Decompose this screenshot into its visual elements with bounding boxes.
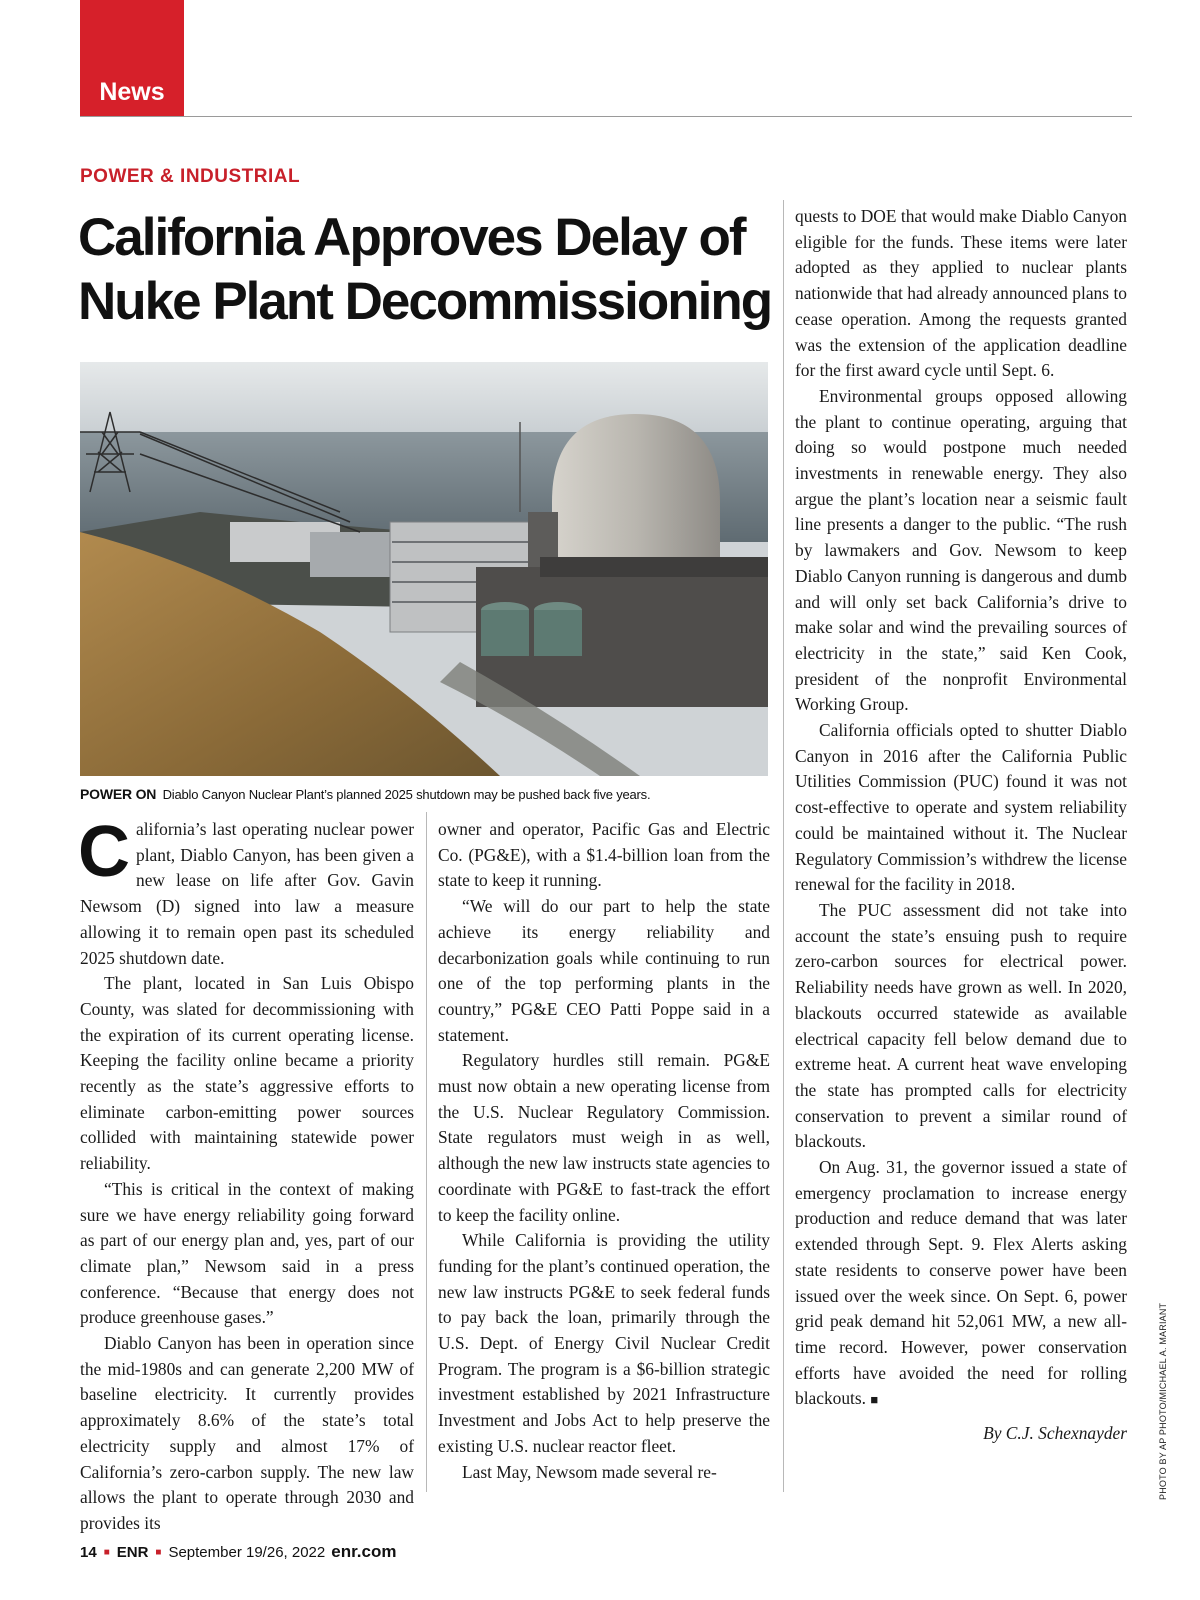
photo-credit: PHOTO BY AP PHOTO/MICHAEL A. MARIANT xyxy=(1158,1302,1168,1500)
article-paragraph: “This is critical in the context of making sure we have energy reliability going forward as part of our energy plan and, yes, part of our climate plan,” Newsom said in a press conference. “Because that energy does not produce greenhouse gases.” xyxy=(80,1178,414,1328)
article-paragraph: The PUC assessment did not take into account the state’s ensuing push to require zero-carbon sources for electrical power. Reliability needs have grown as well. In 2020, blackouts occurred statewide as available electrical capacity fell below demand due to extreme heat. A current heat wave enveloping the state has prompted calls for electricity conservation to prevent a similar round of blackouts. xyxy=(795,899,1127,1152)
article-paragraph: California officials opted to shutter Diablo Canyon in 2016 after the California Public Utilities Commission (PUC) found it was not cost-effective to operate and system reliability could be maintained without it. The Nuclear Regulatory Commission’s withdrew the license renewal for the facility in 2018. xyxy=(795,720,1127,895)
end-mark: ■ xyxy=(870,1392,879,1408)
article-paragraph: On Aug. 31, the governor issued a state of emergency proclamation to increase energy production and reduce demand that was later extended through Sept. 9. Flex Alerts asking state residents to conserve power have been issued over the week since. On Sept. 6, power grid peak demand hit 52,061 MW, a new all-time record. However, power conservation efforts have avoided the need for rolling blackouts. ■ xyxy=(795,1157,1127,1409)
separator: ■ xyxy=(155,1547,162,1558)
issue-date: September 19/26, 2022 xyxy=(168,1544,326,1561)
byline: By C.J. Schexnayder xyxy=(983,1423,1127,1444)
article-paragraph: “We will do our part to help the state achieve its energy reliability and decarbonization goals while continuing to run one of the top performing plants in the country,” PG&E CEO Patti Poppe said in a statement. xyxy=(438,896,770,1045)
article-paragraph: Environmental groups opposed allowing the plant to continue operating, arguing that doing so would postpone much needed investments in renewable energy. They also argue the plant’s location near a seismic fault line presents a danger to the public. “The rush by lawmakers and Gov. Newsom to keep Diablo Canyon running is dangerous and dumb and will only set back California’s drive to make solar and wind the prevailing sources of electricity in the state,” said Ken Cook, president of the nonprofit Environmental Working Group. xyxy=(795,385,1127,715)
article-column-2 xyxy=(438,817,770,1485)
article-photo xyxy=(80,362,768,776)
header-rule xyxy=(80,116,1132,117)
article-paragraph: Diablo Canyon has been in operation since the mid-1980s and can generate 2,200 MW of baseline electricity. It currently provides approximately 8.6% of the state’s total electricity supply and almost 17% of California’s zero-carbon supply. The new law allows the plant to operate through 2030 and provides its xyxy=(80,1333,414,1533)
article-paragraph: The plant, located in San Luis Obispo County, was slated for decommissioning with the expiration of its current operating license. Keeping the facility online became a priority recently as the state’s aggressive efforts to eliminate carbon-emitting power sources collided with maintaining statewide power reliability. xyxy=(80,973,414,1174)
article-paragraph: While California is providing the utility funding for the plant’s continued operation, the new law instructs PG&E to seek federal funds to pay back the loan, primarily through the U.S. Dept. of Energy Civil Nuclear Credit Program. The program is a $6-billion strategic investment established by 2021 Infrastructure Investment and Jobs Act to help preserve the existing U.S. nuclear reactor fleet. xyxy=(438,1230,770,1456)
section-kicker: POWER & INDUSTRIAL xyxy=(80,166,301,187)
diablo-canyon-plant-illustration xyxy=(80,362,768,776)
article-paragraph: California’s last operating nuclear power plant, Diablo Canyon, has been given a new lease on life after Gov. Gavin Newsom (D) signed into law a measure allowing it to remain open past its scheduled 2025 shutdown date. xyxy=(78,812,414,968)
caption-text: Diablo Canyon Nuclear Plant’s planned 2025 shutdown may be pushed back five years. xyxy=(162,787,651,802)
page-footer xyxy=(80,1542,396,1562)
article-paragraph: owner and operator, Pacific Gas and Electric Co. (PG&E), with a $1.4-billion loan from the state to keep it running. xyxy=(438,819,770,891)
website-link[interactable]: enr.com xyxy=(331,1542,397,1561)
article-column-1 xyxy=(78,812,414,1537)
article-paragraph: quests to DOE that would make Diablo Canyon eligible for the funds. These items were later adopted as they applied to nuclear plants nationwide that had already announced plans to cease operation. Among the requests granted was the extension of the application deadline for the first award cycle until Sept. 6. xyxy=(795,206,1127,381)
separator: ■ xyxy=(103,1547,110,1558)
caption-lead: POWER ON xyxy=(80,786,157,802)
column-divider xyxy=(426,812,427,1492)
publication-name: ENR xyxy=(116,1544,149,1561)
article-headline: California Approves Delay of Nuke Plant Decommissioning xyxy=(78,208,772,331)
section-tag: News xyxy=(80,0,184,117)
photo-caption xyxy=(80,786,780,802)
article-paragraph: Last May, Newsom made several re- xyxy=(462,1461,717,1482)
column-divider xyxy=(783,200,784,1492)
page-number: 14 xyxy=(80,1544,97,1561)
drop-cap: C xyxy=(78,812,130,892)
article-paragraph: Regulatory hurdles still remain. PG&E must now obtain a new operating license from the U.S. Nuclear Regulatory Commission. State regulators must weigh in as well, although the new law instructs state agencies to coordinate with PG&E to fast-track the effort to keep the facility online. xyxy=(438,1050,770,1225)
article-column-3 xyxy=(795,204,1127,1447)
